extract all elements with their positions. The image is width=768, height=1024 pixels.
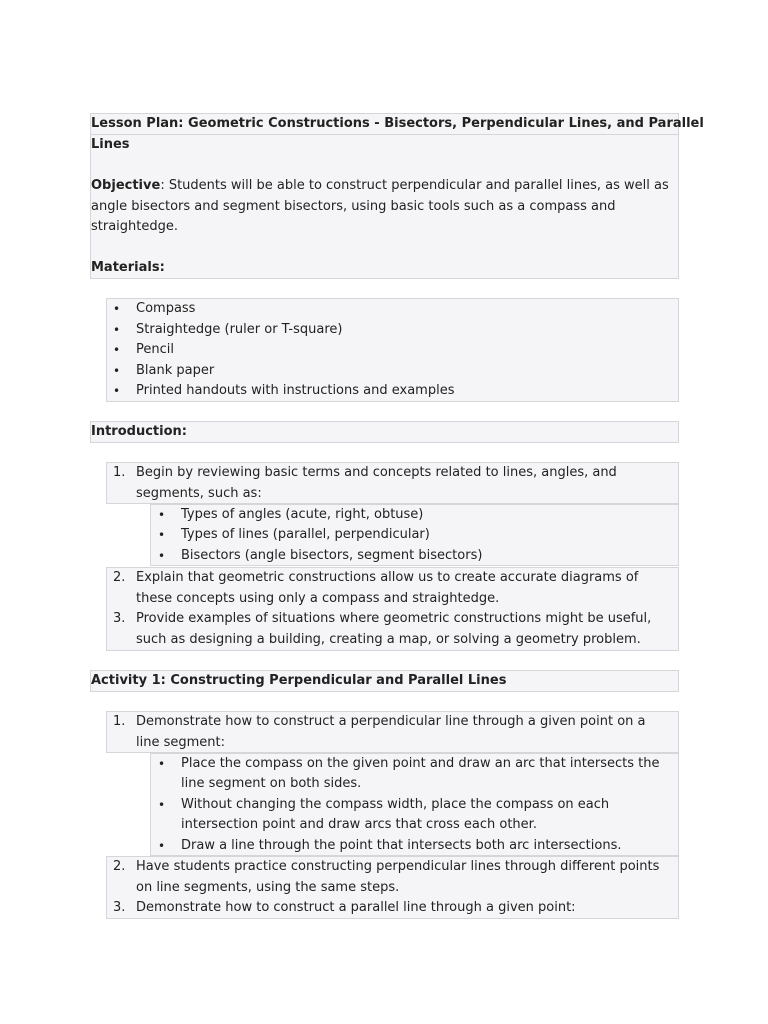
intro-subitem: Bisectors (angle bisectors, segment bisectors): [181, 548, 483, 563]
bullet-icon: •: [113, 323, 121, 337]
activity-step-1-line-1: Demonstrate how to construct a perpendicular line through a given point on a: [136, 714, 646, 729]
list-number: 1.: [113, 465, 126, 480]
objective-label: Objective: [91, 178, 161, 193]
page-title-line-1: Lesson Plan: Geometric Constructions - Bisectors, Perpendicular Lines, and Parallel: [91, 116, 704, 131]
activity-step-2-line-2: on line segments, using the same steps.: [136, 880, 400, 895]
objective-text: : Students will be able to construct perpendicular and parallel lines, as well as: [160, 178, 669, 193]
intro-step-1-line-2: segments, such as:: [136, 486, 262, 501]
materials-item: Printed handouts with instructions and examples: [136, 383, 455, 398]
list-number: 1.: [113, 714, 126, 729]
bullet-icon: •: [158, 757, 166, 771]
intro-subitem: Types of angles (acute, right, obtuse): [181, 507, 424, 522]
activity-subitem-2-line-1: Without changing the compass width, place the compass on each: [181, 797, 610, 812]
intro-step-2-line-1: Explain that geometric constructions allow us to create accurate diagrams of: [136, 570, 639, 585]
bullet-icon: •: [158, 508, 166, 522]
intro-subitem: Types of lines (parallel, perpendicular): [181, 527, 430, 542]
bullet-icon: •: [158, 798, 166, 812]
materials-item: Pencil: [136, 342, 174, 357]
list-number: 3.: [113, 611, 126, 626]
list-number: 2.: [113, 859, 126, 874]
list-number: 2.: [113, 570, 126, 585]
activity-step-1-line-2: line segment:: [136, 735, 225, 750]
activity-step-3-line-1: Demonstrate how to construct a parallel line through a given point:: [136, 900, 576, 915]
introduction-heading: Introduction:: [91, 424, 187, 439]
activity-subitem-3-line-1: Draw a line through the point that intersects both arc intersections.: [181, 838, 622, 853]
objective-line-3: straightedge.: [91, 219, 179, 234]
bullet-icon: •: [158, 528, 166, 542]
bullet-icon: •: [113, 384, 121, 398]
materials-item: Compass: [136, 301, 196, 316]
activity-step-2-line-1: Have students practice constructing perpendicular lines through different points: [136, 859, 660, 874]
materials-item: Blank paper: [136, 363, 215, 378]
bullet-icon: •: [113, 343, 121, 357]
activity-1-heading: Activity 1: Constructing Perpendicular and Parallel Lines: [91, 673, 507, 688]
objective-line-2: angle bisectors and segment bisectors, using basic tools such as a compass and: [91, 199, 616, 214]
intro-step-3-line-2: such as designing a building, creating a map, or solving a geometry problem.: [136, 632, 641, 647]
bullet-icon: •: [158, 549, 166, 563]
activity-subitem-2-line-2: intersection point and draw arcs that cross each other.: [181, 817, 537, 832]
materials-item: Straightedge (ruler or T-square): [136, 322, 343, 337]
bullet-icon: •: [158, 839, 166, 853]
intro-step-1-line-1: Begin by reviewing basic terms and concepts related to lines, angles, and: [136, 465, 617, 480]
bullet-icon: •: [113, 364, 121, 378]
intro-step-3-line-1: Provide examples of situations where geometric constructions might be useful,: [136, 611, 652, 626]
activity-subitem-1-line-1: Place the compass on the given point and draw an arc that intersects the: [181, 756, 660, 771]
objective-line-1: [91, 176, 669, 196]
header-block: [90, 113, 679, 279]
bullet-icon: •: [113, 302, 121, 316]
materials-heading: Materials:: [91, 260, 165, 275]
activity-subitem-1-line-2: line segment on both sides.: [181, 776, 362, 791]
intro-step-2-line-2: these concepts using only a compass and straightedge.: [136, 591, 500, 606]
list-number: 3.: [113, 900, 126, 915]
page-title-line-2: Lines: [91, 137, 130, 152]
